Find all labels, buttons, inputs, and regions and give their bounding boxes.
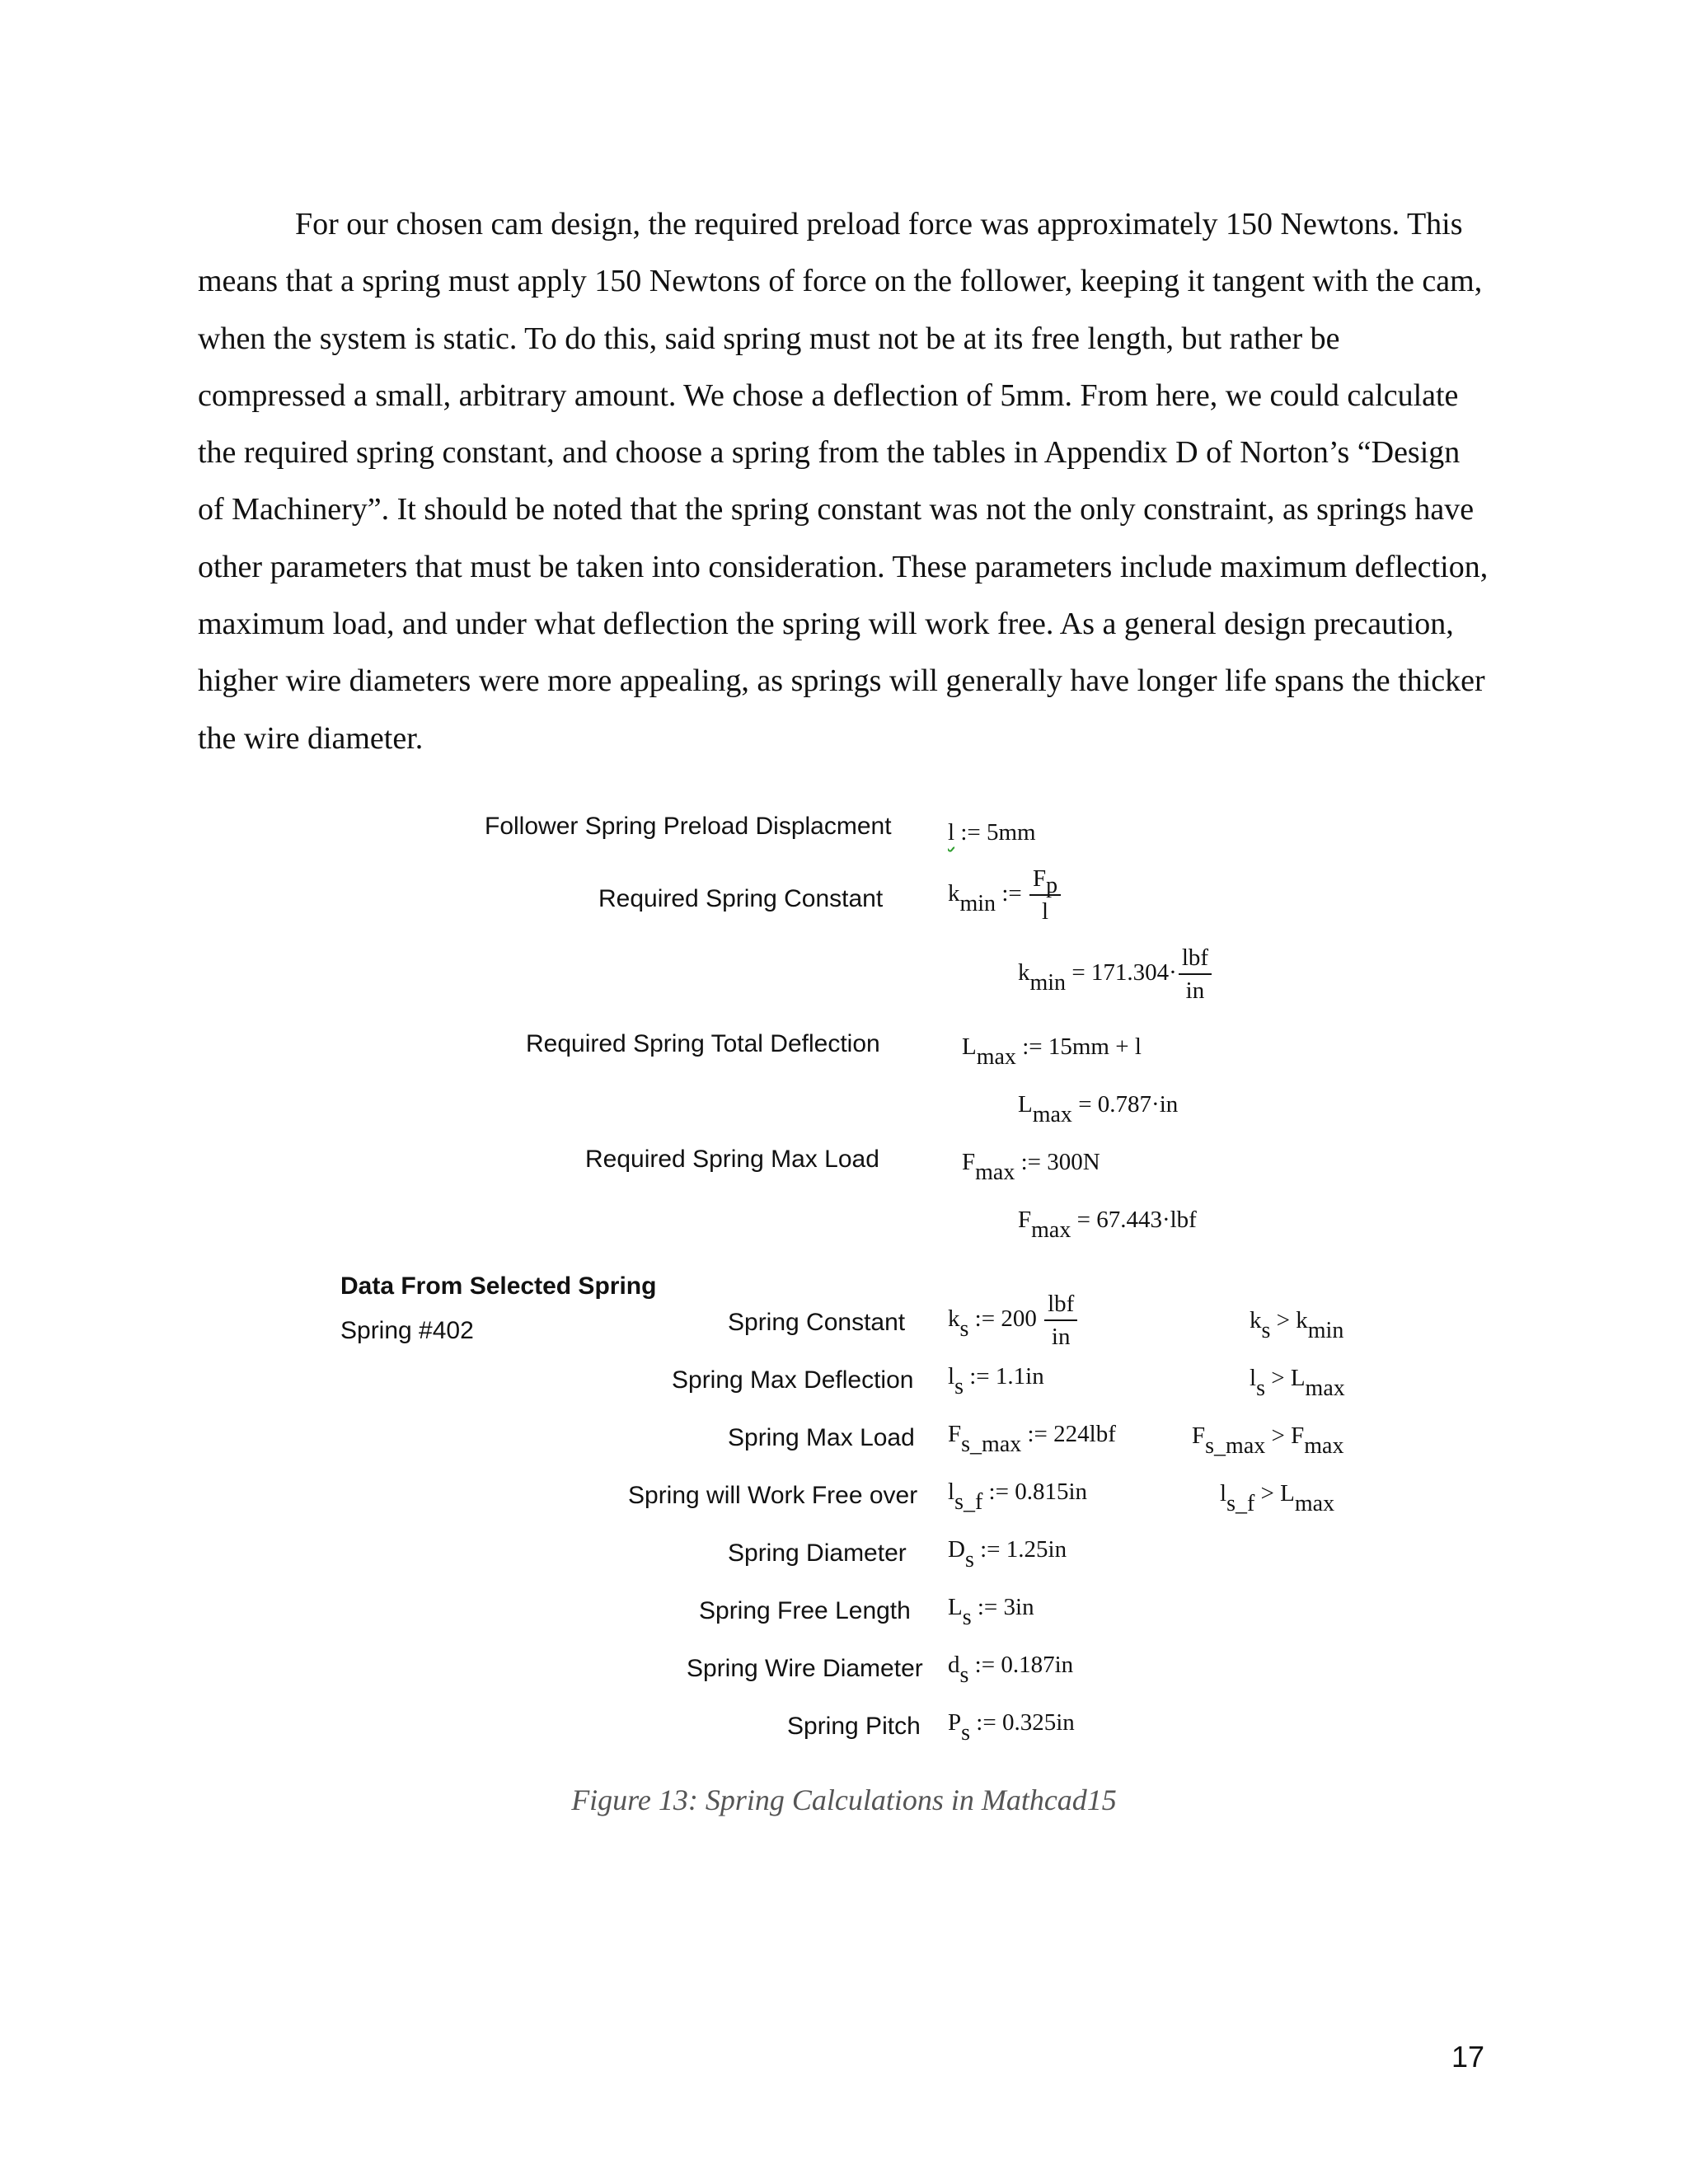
label-spring-deflection: Spring Max Deflection (672, 1366, 914, 1394)
data-heading: Data From Selected Spring (340, 1272, 657, 1300)
label-free-length: Spring Free Length (699, 1597, 911, 1624)
math-Ls-def: $L_s$ := 3in (948, 1594, 1034, 1630)
label-spring-k: Spring Constant (728, 1309, 906, 1336)
math-fsmax-def: $F_{s\_max}$ := 224lbf (948, 1421, 1116, 1457)
figure-caption: Figure 13: Spring Calculations in Mathcad15 (571, 1783, 1117, 1816)
math-l-def: l := 5mm (948, 819, 1036, 846)
math-kmin-def: $k_{min}$ := $\frac{F_p}{l}$ (948, 867, 1062, 924)
page-number: 17 (1451, 2040, 1484, 2074)
math-kmin-result: $k_{min} = 171.304\cdot$ $\frac{\text{lbf}}{in}$ (1018, 946, 1213, 1003)
math-ks-def: $k_s$ := 200 $\frac{\text{lbf}}{in}$ (948, 1292, 1079, 1349)
math-fmax-def: $F_{max}$ := 300N (962, 1149, 1100, 1185)
body-paragraph: For our chosen cam design, the required preload force was approximately 150 Newtons. This means that a spring must apply 150 Newtons of force on the follower, keeping it tangent with the cam, when the system is static. To do this, said spring must not be at its free length, but rather be compressed a small, arbitrary amount. We chose a deflection of 5mm. From here, we could calculate the required spring constant, and choose a spring from the tables in Appendix D of Norton’s “Design of Machinery”. It should be noted that the spring constant was not the only constraint, as springs have other parameters that must be taken into consideration. These parameters include maximum deflection, maximum load, and under what deflection the spring will work free. As a general design precaution, higher wire diameters were more appealing, as springs will generally have longer life spans the thicker the wire diameter. (198, 207, 1489, 756)
math-Ds-def: $D_s$ := 1.25in (948, 1536, 1067, 1572)
label-pitch: Spring Pitch (787, 1713, 921, 1740)
check-fsmax-gt-fmax: $F_{s\_max} > F_{max}$ (1192, 1422, 1344, 1459)
spring-id: Spring #402 (340, 1317, 474, 1344)
label-wire-diameter: Spring Wire Diameter (687, 1655, 923, 1682)
math-fmax-result: $F_{max} = 67.443\cdot lbf$ (1018, 1207, 1197, 1243)
math-lmax-result: $L_{max} = 0.787\cdot in$ (1018, 1091, 1179, 1127)
check-lsf-gt-lmax: $l_{s\_f} > L_{max}$ (1220, 1480, 1335, 1516)
label-work-free: Spring will Work Free over (628, 1482, 918, 1509)
label-required-load: Required Spring Max Load (585, 1146, 879, 1173)
label-diameter: Spring Diameter (728, 1540, 907, 1567)
math-ps-def: $P_s$ := 0.325in (948, 1709, 1075, 1746)
check-ks-gt-kmin: $k_s > k_{min}$ (1250, 1307, 1344, 1343)
label-spring-load: Spring Max Load (728, 1424, 915, 1451)
label-required-deflection: Required Spring Total Deflection (526, 1030, 880, 1057)
math-ds-def: $d_s$ := 0.187in (948, 1652, 1074, 1688)
check-ls-gt-lmax: $l_s > L_{max}$ (1250, 1365, 1345, 1401)
label-required-k: Required Spring Constant (598, 885, 884, 912)
math-lmax-def: $L_{max}$ := 15mm + l (962, 1033, 1142, 1070)
math-lsf-def: $l_{s\_f}$ := 0.815in (948, 1479, 1088, 1515)
math-ls-def: $l_s$ := 1.1in (948, 1363, 1044, 1399)
label-preload: Follower Spring Preload Displacment (485, 813, 892, 840)
